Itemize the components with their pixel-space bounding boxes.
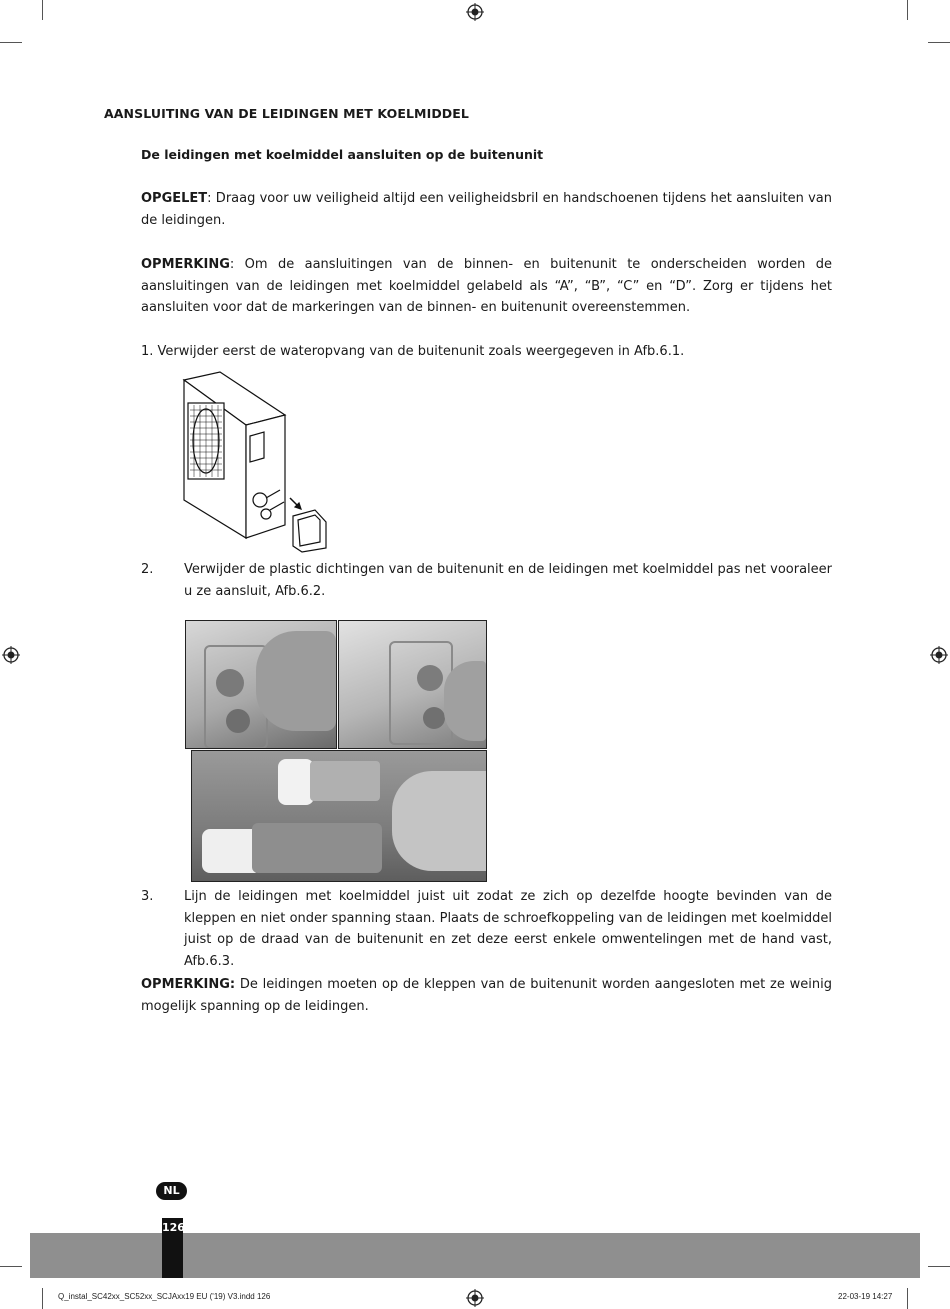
note-paragraph (141, 254, 832, 319)
footer-file-slug: Q_instal_SC42xx_SC52xx_SCJAxx19 EU ('19) V3.indd 126 (58, 1292, 271, 1301)
crop-mark (928, 42, 950, 43)
note-label: OPMERKING (141, 257, 230, 272)
warning-text: : Draag voor uw veiligheid altijd een veiligheidsbril en handschoenen tijdens het aansluiten van de leidingen. (141, 191, 832, 228)
step-2-text: Verwijder de plastic dichtingen van de buitenunit en de leidingen met koelmiddel pas net vooraleer u ze aansluit, Afb.6.2. (184, 562, 832, 599)
footer-date-slug: 22-03-19 14:27 (838, 1292, 893, 1301)
registration-mark-icon (929, 645, 949, 665)
crop-mark (907, 0, 908, 20)
crop-mark (42, 1288, 43, 1309)
photo-seal-removal-1 (185, 620, 337, 749)
crop-mark (0, 42, 22, 43)
step-1: 1. Verwijder eerst de wateropvang van de buitenunit zoals weergegeven in Afb.6.1. (141, 344, 685, 359)
step-2-number: 2. (141, 562, 154, 577)
photo-pipe-seal-removal (191, 750, 487, 882)
note-text-2: De leidingen moeten op de kleppen van de buitenunit worden aangesloten met ze weinig mogelijk spanning op de leidingen. (141, 977, 832, 1014)
outdoor-unit-illustration (180, 370, 330, 555)
crop-mark (0, 1266, 22, 1267)
crop-mark (928, 1266, 950, 1267)
crop-mark (42, 0, 43, 20)
registration-mark-icon (465, 2, 485, 22)
note-text: : Om de aansluitingen van de binnen- en buitenunit te onderscheiden worden de aansluitingen van de leidingen met koelmiddel gelabeld als “A”, “B”, “C” en “D”. Zorg er tijdens het aansluiten voor dat de markeringen van de binnen- en buitenunit overeenstemmen. (141, 257, 832, 315)
subsection-heading: De leidingen met koelmiddel aansluiten op de buitenunit (141, 147, 544, 162)
crop-mark (907, 1288, 908, 1309)
section-heading: AANSLUITING VAN DE LEIDINGEN MET KOELMIDDEL (104, 106, 469, 121)
step-3-number: 3. (141, 889, 154, 904)
note-label-2: OPMERKING: (141, 977, 236, 992)
note-paragraph-2 (141, 974, 832, 1017)
warning-paragraph (141, 188, 832, 231)
step-3-text: Lijn de leidingen met koelmiddel juist uit zodat ze zich op dezelfde hoogte bevinden van de kleppen en niet onder spanning staan. Plaats de schroefkoppeling van de leidingen met koelmiddel juist op de draad van de buitenunit en zet deze eerst enkele omwentelingen met de hand vast, Afb.6.3. (184, 889, 832, 969)
registration-mark-icon (465, 1288, 485, 1308)
page-number: 126 (162, 1221, 185, 1234)
registration-mark-icon (1, 645, 21, 665)
language-badge: NL (156, 1182, 187, 1200)
warning-label: OPGELET (141, 191, 208, 206)
photo-seal-removal-2 (338, 620, 487, 749)
